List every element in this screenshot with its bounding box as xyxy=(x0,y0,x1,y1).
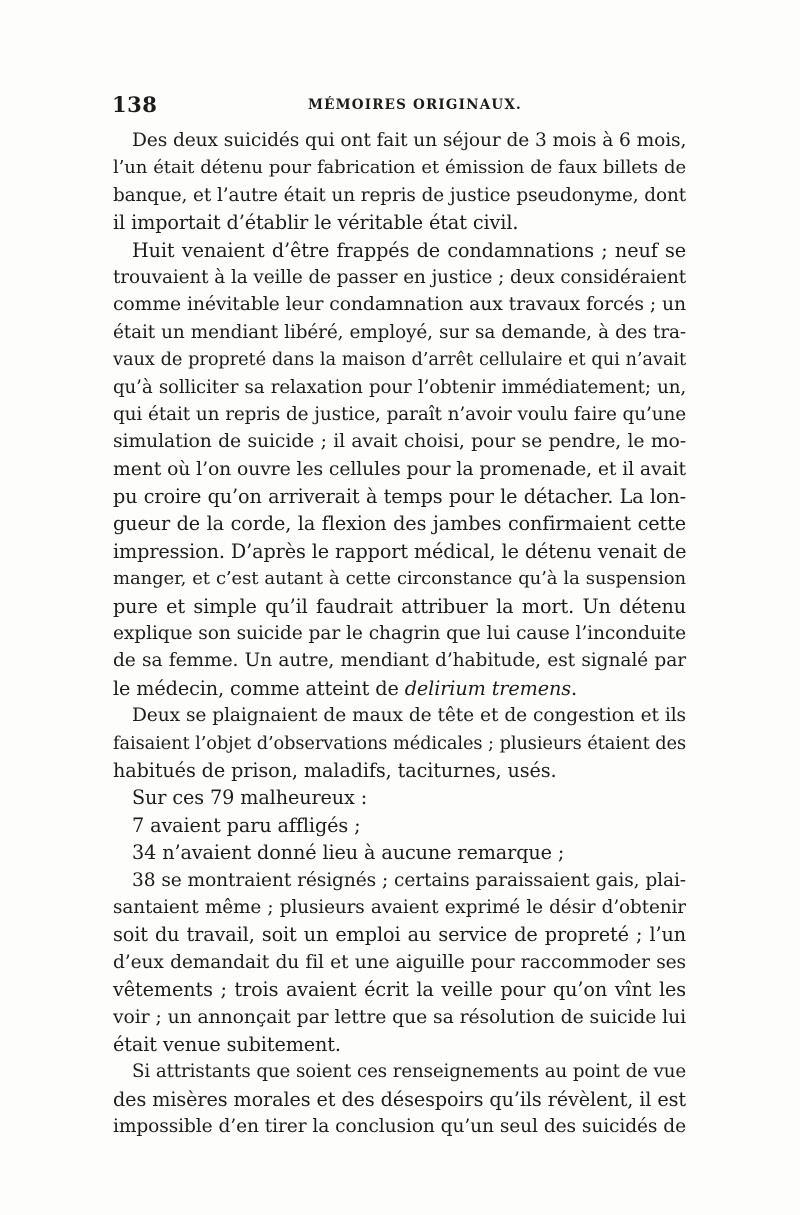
text-line xyxy=(113,291,686,318)
text-line xyxy=(113,319,686,346)
italic-term: delirium tremens xyxy=(404,676,571,700)
text-line xyxy=(113,812,686,839)
text-line-content: Si attristants que soient ces renseignements au point de vue xyxy=(132,1061,686,1083)
text-line-content: manger, et c’est autant à cette circonstance qu’à la suspension xyxy=(113,568,686,590)
text-line xyxy=(113,1086,686,1113)
text-line-content: était venue subitement. xyxy=(113,1032,341,1056)
text-line xyxy=(113,921,686,948)
text-line xyxy=(113,593,686,620)
text-line-content: de sa femme. Un autre, mendiant d’habitude, est signalé par xyxy=(113,650,686,672)
text-line-content: Sur ces 79 malheureux : xyxy=(132,786,368,810)
text-line-content: l’un était détenu pour fabrication et émission de faux billets de xyxy=(113,157,686,179)
body-text xyxy=(113,127,686,1140)
text-line xyxy=(113,565,686,592)
text-line-content: 7 avaient paru affligés ; xyxy=(132,813,361,837)
text-line xyxy=(113,237,686,264)
text-line xyxy=(113,428,686,455)
text-line xyxy=(113,894,686,921)
text-line-content: habitués de prison, maladifs, taciturnes, usés. xyxy=(113,758,557,782)
text-line xyxy=(113,839,686,866)
text-line xyxy=(113,264,686,291)
text-line-content: faisaient l’objet d’observations médicales ; plusieurs étaient des xyxy=(113,732,686,754)
text-line-content: banque, et l’autre était un repris de justice pseudonyme, dont xyxy=(113,184,686,206)
text-line-content: Des deux suicidés qui ont fait un séjour de 3 mois à 6 mois, xyxy=(132,130,687,151)
text-line xyxy=(113,620,686,647)
text-line-content: le médecin, comme atteint de xyxy=(113,676,405,700)
text-line-content: qu’à solliciter sa relaxation pour l’obtenir immédiatement; un, xyxy=(113,376,686,398)
text-line xyxy=(113,483,686,510)
text-line xyxy=(113,209,686,236)
text-line-content: il importait d’établir le véritable état civil. xyxy=(113,211,519,235)
text-line xyxy=(113,949,686,976)
text-line xyxy=(113,1058,686,1085)
text-line-content: des misères morales et des désespoirs qu’ils révèlent, il est xyxy=(113,1087,686,1111)
text-line-content: soit du travail, soit un emploi au service de propreté ; l’un xyxy=(113,923,686,947)
text-line xyxy=(113,154,686,181)
text-line xyxy=(113,1004,686,1031)
text-line xyxy=(113,182,686,209)
text-line-content: 38 se montraient résignés ; certains paraissaient gais, plai- xyxy=(132,869,686,891)
text-line-content: santaient même ; plusieurs avaient exprimé le désir d’obtenir xyxy=(113,896,686,918)
text-line-content: trouvaient à la veille de passer en justice ; deux considéraient xyxy=(113,266,686,288)
text-line-content: impossible d’en tirer la conclusion qu’un seul des suicidés de xyxy=(113,1116,686,1138)
text-line xyxy=(113,730,686,757)
text-line-content: ment où l’on ouvre les cellules pour la promenade, et il avait xyxy=(113,458,686,480)
text-line xyxy=(113,401,686,428)
page-number: 138 xyxy=(112,92,158,117)
text-line xyxy=(113,1113,686,1140)
text-line xyxy=(113,127,686,154)
text-line-tail: . xyxy=(570,676,577,700)
text-line-content: 34 n’avaient donné lieu à aucune remarque ; xyxy=(132,841,565,865)
text-line-content: gueur de la corde, la flexion des jambes confirmaient cette xyxy=(113,512,686,536)
text-line-content: Huit venaient d’être frappés de condamnations ; neuf se xyxy=(132,238,686,262)
text-line xyxy=(113,538,686,565)
text-line-content: vaux de propreté dans la maison d’arrêt cellulaire et qui n’avait xyxy=(113,349,686,371)
text-line-content: voir ; un annonçait par lettre que sa résolution de suicide lui xyxy=(113,1006,686,1028)
text-line xyxy=(113,510,686,537)
text-line-content: vêtements ; trois avaient écrit la veille pour qu’on vînt les xyxy=(113,978,686,1002)
text-line xyxy=(113,675,686,702)
text-line xyxy=(113,702,686,729)
text-line xyxy=(113,647,686,674)
text-line xyxy=(113,1031,686,1058)
text-line xyxy=(113,976,686,1003)
text-line-content: impression. D’après le rapport médical, le détenu venait de xyxy=(113,539,687,563)
text-line-content: qui était un repris de justice, paraît n’avoir voulu faire qu’une xyxy=(113,403,686,425)
text-line-content: pure et simple qu’il faudrait attribuer la mort. Un détenu xyxy=(113,594,686,618)
text-line xyxy=(113,757,686,784)
text-line xyxy=(113,784,686,811)
text-line-content: pu croire qu’on arriverait à temps pour le détacher. La lon- xyxy=(113,485,686,509)
text-line xyxy=(113,346,686,373)
text-line-content: d’eux demandait du fil et une aiguille pour raccommoder ses xyxy=(113,951,686,973)
running-title: MÉMOIRES ORIGINAUX. xyxy=(308,97,522,113)
text-line xyxy=(113,374,686,401)
text-line-content: Deux se plaignaient de maux de tête et de congestion et ils xyxy=(132,705,686,727)
text-line-content: comme inévitable leur condamnation aux travaux forcés ; un xyxy=(113,294,686,316)
page-header xyxy=(112,92,688,118)
text-line-content: était un mendiant libéré, employé, sur sa demande, à des tra- xyxy=(113,321,686,343)
text-line-content: explique son suicide par le chagrin que lui cause l’inconduite xyxy=(113,623,686,645)
text-line xyxy=(113,456,686,483)
text-line xyxy=(113,867,686,894)
text-line-content: simulation de suicide ; il avait choisi, pour se pendre, le mo- xyxy=(113,431,686,453)
